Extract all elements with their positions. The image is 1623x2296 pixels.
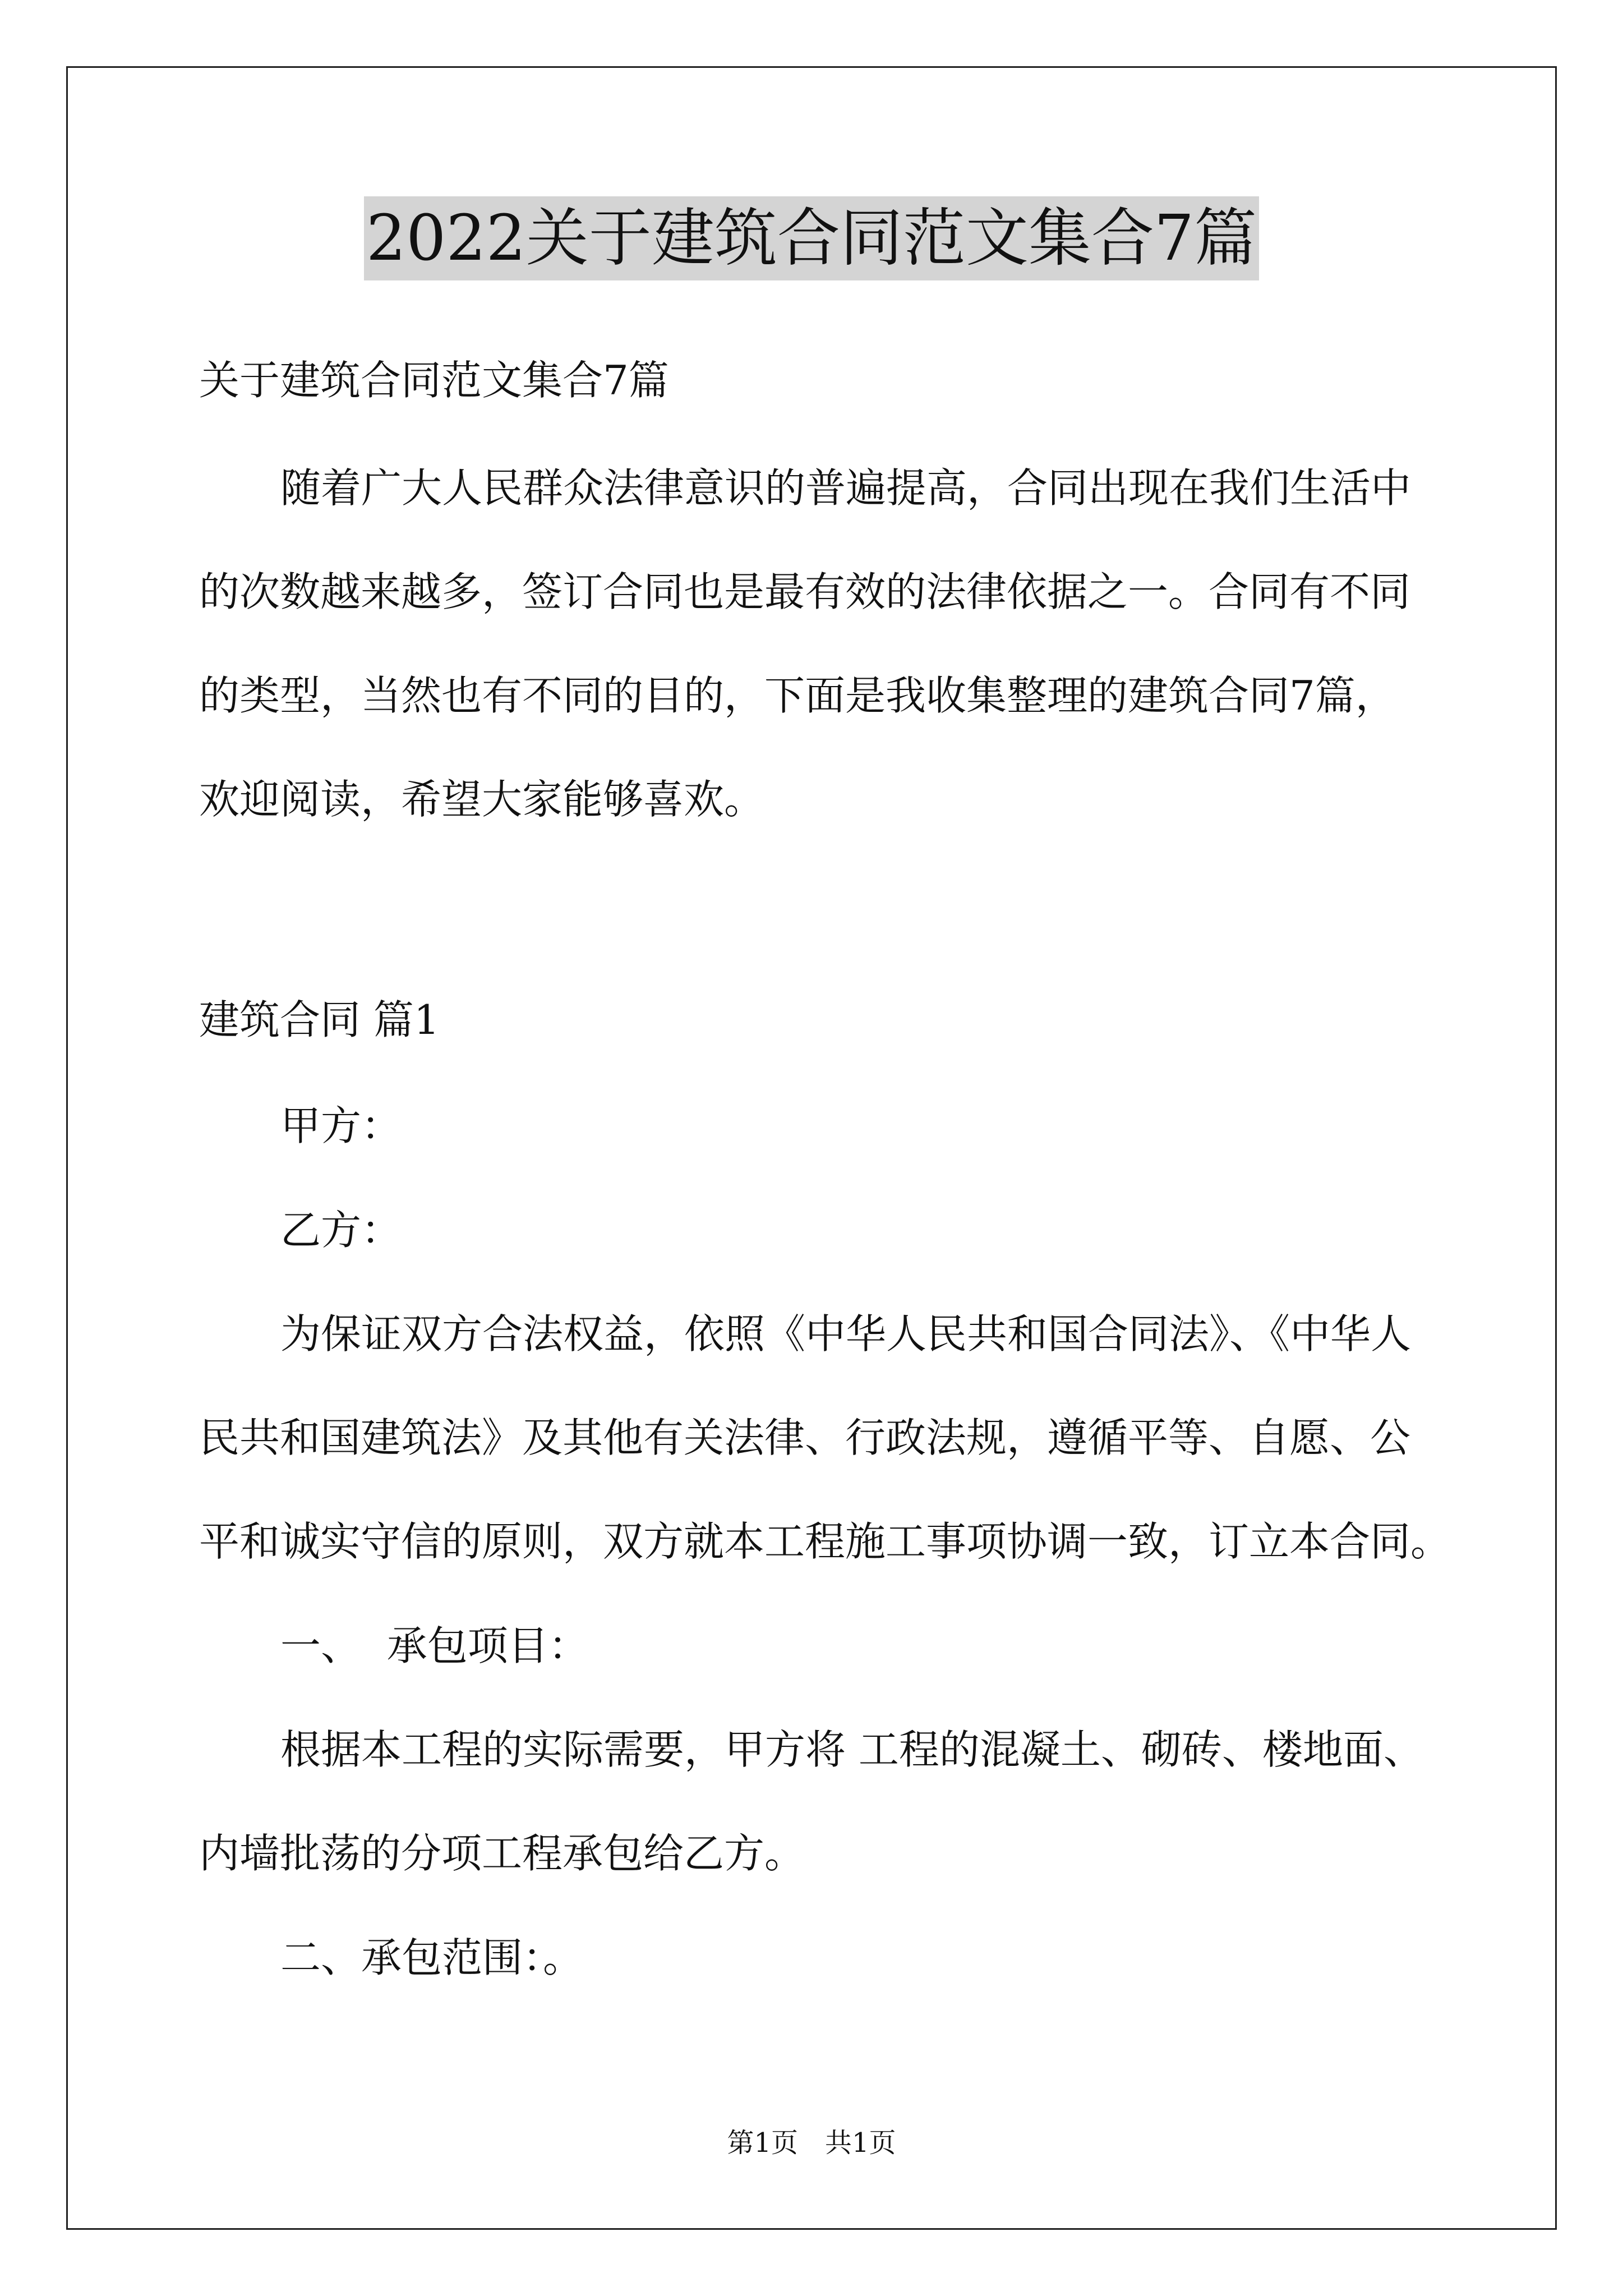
document-subtitle: 关于建筑合同范文集合7篇 — [199, 357, 669, 404]
clause-1-line-2: 内墙批荡的分项工程承包给乙方。 — [199, 1830, 805, 1877]
intro-line-4: 欢迎阅读，希望大家能够喜欢。 — [199, 776, 765, 823]
document-title: 2022关于建筑合同范文集合7篇 — [364, 196, 1259, 280]
preamble-line-2: 民共和国建筑法》及其他有关法律、行政法规，遵循平等、自愿、公 — [199, 1414, 1411, 1461]
intro-line-2: 的次数越来越多，签订合同也是最有效的法律依据之一。合同有不同 — [199, 568, 1411, 615]
page-footer — [0, 2126, 1623, 2160]
clause-1-line-1: 根据本工程的实际需要，甲方将 工程的混凝土、砌砖、楼地面、 — [280, 1726, 1424, 1773]
intro-line-3: 的类型，当然也有不同的目的，下面是我收集整理的建筑合同7篇， — [199, 672, 1396, 719]
page-number-current: 第1页 — [727, 2127, 798, 2159]
preamble-line-1: 为保证双方合法权益，依照《中华人民共和国合同法》、《中华人 — [280, 1310, 1412, 1358]
preamble-line-3: 平和诚实守信的原则，双方就本工程施工事项协调一致，订立本合同。 — [199, 1518, 1451, 1565]
title-container — [0, 196, 1623, 280]
party-a-label: 甲方： — [280, 1102, 402, 1149]
party-b-label: 乙方： — [280, 1207, 402, 1254]
page-number-total: 共1页 — [825, 2127, 896, 2159]
section-heading: 建筑合同 篇1 — [199, 996, 440, 1043]
clause-1-heading: 一、 承包项目： — [280, 1622, 589, 1669]
intro-line-1: 随着广大人民群众法律意识的普遍提高，合同出现在我们生活中 — [280, 464, 1412, 512]
clause-2-heading: 二、承包范围：。 — [280, 1934, 584, 1981]
